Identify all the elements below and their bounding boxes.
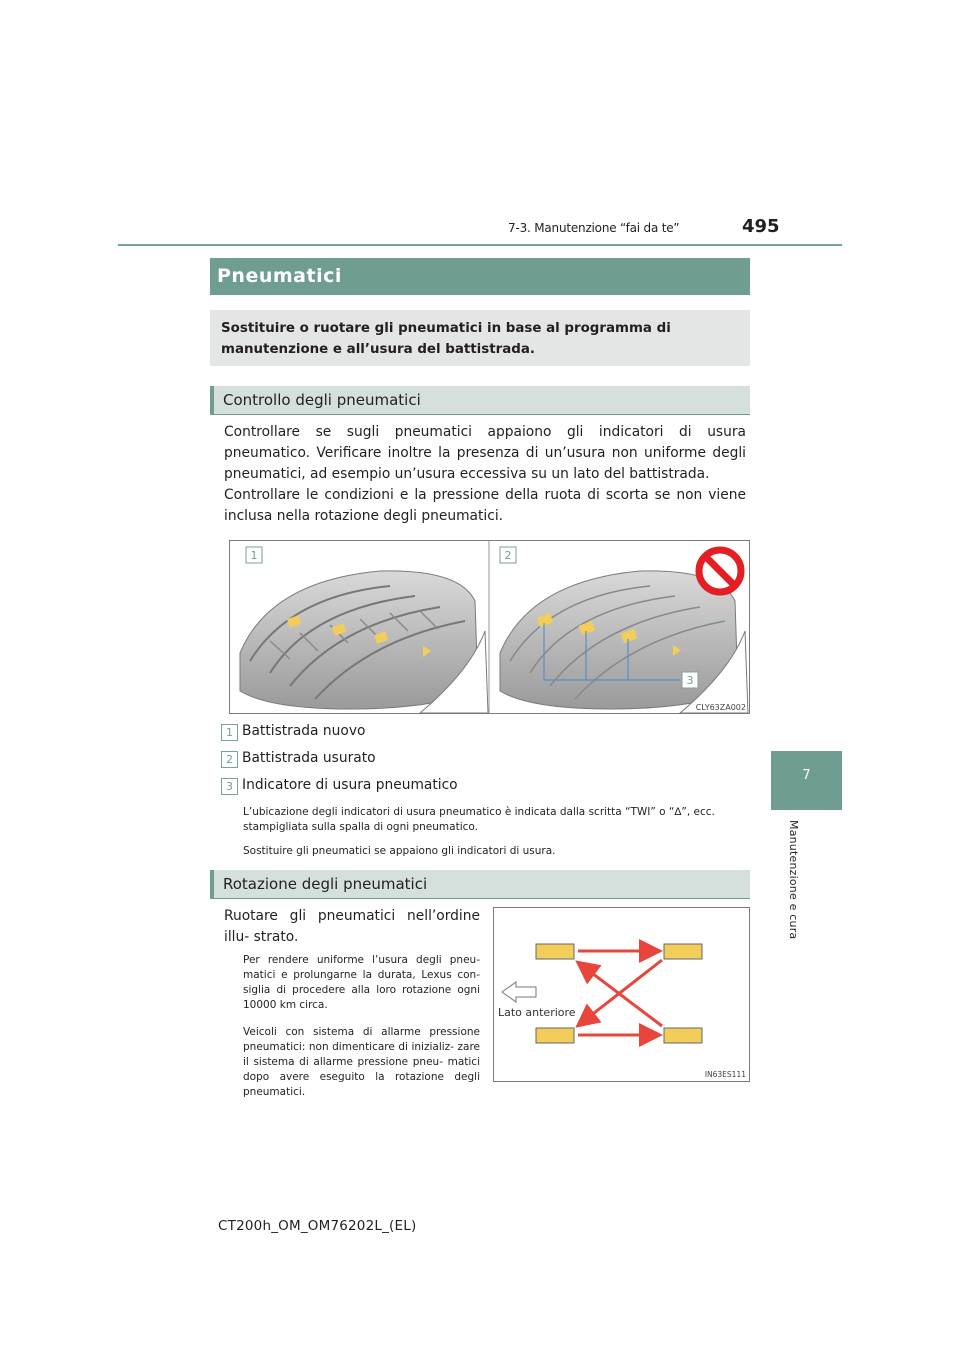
- replace-note: Sostituire gli pneumatici se appaiono gli indicatori di usura.: [243, 845, 556, 857]
- rotation-note-1: Per rendere uniforme l’usura degli pneu- matici e prolungarne la durata, Lexus con- siglia di procedere alla loro rotazione ogni 10000 km circa.: [243, 954, 480, 1011]
- intro-box: [210, 310, 750, 366]
- page-number: 495: [742, 216, 780, 237]
- figure-code: CLY63ZA002: [695, 703, 746, 712]
- tire-rear-left: [664, 944, 702, 959]
- legend-text: Indicatore di usura pneumatico: [242, 777, 458, 793]
- tire-rear-right: [664, 1028, 702, 1043]
- new-tread-tire: [240, 571, 488, 713]
- legend-badge: 2: [221, 751, 238, 768]
- section-breadcrumb: 7-3. Manutenzione “fai da te”: [508, 221, 680, 235]
- legend-badge: 1: [221, 724, 238, 741]
- wear-indicator-note: L’ubicazione degli indicatori di usura pneumatico è indicata dalla scritta “TWI” o “∆”, ecc. stampigliata sulla spalla di ogni pneumatico.: [243, 806, 715, 833]
- arrow-rear-to-front-cross-1: [580, 960, 662, 1024]
- section-heading-check: Controllo degli pneumatici: [210, 386, 750, 414]
- figure-badge-3: 3: [686, 674, 694, 687]
- rotation-paragraph: Ruotare gli pneumatici nell’ordine illu- strato.: [224, 908, 480, 945]
- front-side-label: Lato anteriore: [498, 1006, 576, 1019]
- chapter-tab[interactable]: 7: [771, 751, 842, 810]
- tire-front-right: [536, 1028, 574, 1043]
- legend-text: Battistrada nuovo: [242, 723, 366, 739]
- prohibit-icon: [699, 550, 741, 592]
- tire-front-left: [536, 944, 574, 959]
- intro-text: Sostituire o ruotare gli pneumatici in base al programma di manutenzione e all’usura del battistrada.: [221, 321, 671, 357]
- figure-badge-1: 1: [250, 549, 258, 562]
- front-arrow-icon: [502, 982, 536, 1002]
- rotation-figure-code: IN63ES111: [704, 1070, 746, 1079]
- page-title: Pneumatici: [210, 258, 750, 295]
- rotation-diagram: [494, 908, 749, 1081]
- legend-badge: 3: [221, 778, 238, 795]
- arrow-rear-to-front-cross-2: [580, 964, 662, 1026]
- legend-text: Battistrada usurato: [242, 750, 376, 766]
- rotation-figure: [493, 907, 750, 1082]
- header-divider: [118, 244, 842, 246]
- section-heading-rotation: Rotazione degli pneumatici: [210, 870, 750, 898]
- chapter-title: Manutenzione e cura: [787, 820, 800, 940]
- document-code: CT200h_OM_OM76202L_(EL): [218, 1218, 417, 1234]
- tire-wear-figure: [229, 540, 750, 714]
- figure-badge-2: 2: [504, 549, 512, 562]
- rotation-note-2: Veicoli con sistema di allarme pressione pneumatici: non dimenticare di inizializ- zare il sistema di allarme pressione pneu- matici dopo avere eseguito la rotazione degli pneumatici.: [243, 1026, 480, 1098]
- check-paragraph-1: Controllare se sugli pneumatici appaiono gli indicatori di usura pneumatico. Verificare inoltre la presenza di un’usura non uniforme degli pneumatici, ad esempio un’usura eccessiva su un lato del battistrada.: [224, 424, 746, 482]
- check-paragraph-2: Controllare le condizioni e la pressione della ruota di scorta se non viene inclusa nella rotazione degli pneumatici.: [224, 487, 746, 524]
- tire-wear-illustration: [230, 541, 749, 713]
